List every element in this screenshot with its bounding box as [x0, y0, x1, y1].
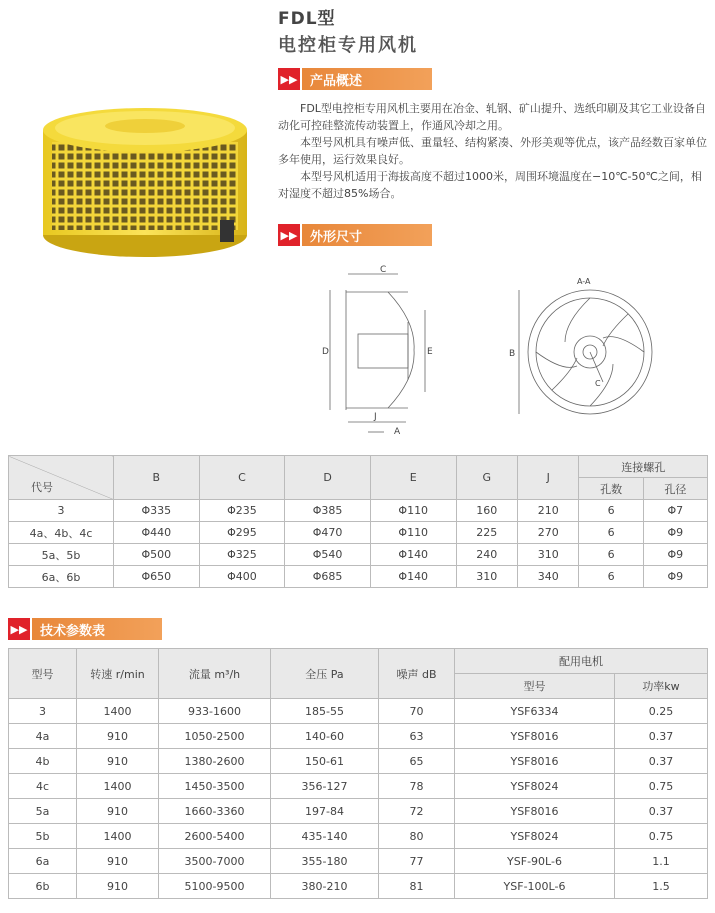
table-cell: YSF-100L-6 [455, 874, 615, 899]
table-row [9, 824, 708, 849]
bolt-group-header: 连接螺孔 [579, 456, 708, 478]
table-cell: 5b [9, 824, 77, 849]
table-row [9, 849, 708, 874]
table-cell: Φ140 [370, 544, 456, 566]
table-header-row [9, 649, 708, 674]
table-row [9, 699, 708, 724]
intro-paragraph-2: 本型号风机具有噪声低、重量轻、结构紧凑、外形美观等优点，该产品经数百家单位多年使用，运行效果良好。 [278, 136, 707, 166]
table-cell: 197-84 [271, 799, 379, 824]
table-cell: 1450-3500 [159, 774, 271, 799]
dim-label-d: D [322, 347, 329, 357]
table-cell: 0.37 [615, 724, 708, 749]
table-cell: 4a [9, 724, 77, 749]
table-cell: 0.75 [615, 774, 708, 799]
table-cell: 340 [518, 566, 579, 588]
dim-label-j: J [374, 412, 377, 422]
table-row [9, 799, 708, 824]
motor-group-header: 配用电机 [455, 649, 708, 674]
table-cell: 3 [9, 500, 114, 522]
table-cell: Φ9 [643, 544, 707, 566]
title-block [278, 4, 418, 57]
table-cell: 150-61 [271, 749, 379, 774]
table-cell: YSF8016 [455, 724, 615, 749]
table-cell: Φ470 [285, 522, 371, 544]
table-cell: 4c [9, 774, 77, 799]
table-cell: 63 [379, 724, 455, 749]
double-arrow-icon: ▶▶ [278, 68, 300, 90]
table-cell: 77 [379, 849, 455, 874]
section-overview [278, 68, 432, 90]
table-row [9, 724, 708, 749]
table-cell: 81 [379, 874, 455, 899]
section-overview-label: 产品概述 [302, 68, 432, 90]
table-row [9, 544, 708, 566]
table-cell: 910 [77, 874, 159, 899]
double-arrow-icon: ▶▶ [8, 618, 30, 640]
table-cell: 910 [77, 849, 159, 874]
section-label-aa: A-A [577, 277, 591, 286]
dim-label-c-front: C [595, 379, 601, 388]
table-cell: Φ650 [114, 566, 200, 588]
col-header-j: J [518, 456, 579, 500]
table-cell: 80 [379, 824, 455, 849]
table-cell: YSF8016 [455, 749, 615, 774]
table-cell: 6a、6b [9, 566, 114, 588]
side-view-drawing [318, 262, 448, 437]
table-cell: 6b [9, 874, 77, 899]
table-cell: 355-180 [271, 849, 379, 874]
table-cell: 0.37 [615, 749, 708, 774]
table-row [9, 874, 708, 899]
table-cell: YSF6334 [455, 699, 615, 724]
table-cell: 78 [379, 774, 455, 799]
section-tech-label: 技术参数表 [32, 618, 162, 640]
table-cell: 72 [379, 799, 455, 824]
table-cell: 1.1 [615, 849, 708, 874]
table-cell: YSF-90L-6 [455, 849, 615, 874]
table-cell: 910 [77, 749, 159, 774]
dimension-table [8, 455, 708, 588]
dim-label-e: E [427, 347, 433, 357]
table-cell: 310 [518, 544, 579, 566]
table-cell: 1400 [77, 699, 159, 724]
table-cell: 6 [579, 522, 643, 544]
table-cell: 160 [456, 500, 517, 522]
table-cell: 270 [518, 522, 579, 544]
col-header-e: E [370, 456, 456, 500]
table-cell: 6 [579, 500, 643, 522]
col-header-flow: 流量 m³/h [159, 649, 271, 699]
table-cell: 6a [9, 849, 77, 874]
intro-text [278, 100, 708, 202]
fan-product-image [30, 80, 260, 270]
table-cell: Φ110 [370, 522, 456, 544]
col-header-g: G [456, 456, 517, 500]
col-header-hole-diameter: 孔径 [643, 478, 707, 500]
table-cell: Φ7 [643, 500, 707, 522]
section-dimensions [278, 224, 432, 246]
col-header-model: 型号 [9, 649, 77, 699]
table-row [9, 500, 708, 522]
table-row [9, 749, 708, 774]
table-cell: 5a [9, 799, 77, 824]
intro-paragraph-3: 本型号风机适用于海拔高度不超过1000米，周围环境温度在−10℃-50℃之间，相对湿度不超过85%场合。 [278, 170, 702, 200]
table-cell: 435-140 [271, 824, 379, 849]
table-cell: Φ110 [370, 500, 456, 522]
table-cell: Φ335 [114, 500, 200, 522]
table-row [9, 522, 708, 544]
table-cell: 6 [579, 544, 643, 566]
table-row [9, 566, 708, 588]
table-cell: 310 [456, 566, 517, 588]
code-header-cell [9, 456, 114, 500]
table-cell: Φ295 [199, 522, 285, 544]
section-dimensions-label: 外形尺寸 [302, 224, 432, 246]
col-header-hole-count: 孔数 [579, 478, 643, 500]
code-header-label: 代号 [31, 481, 53, 494]
table-cell: Φ540 [285, 544, 371, 566]
table-cell: Φ235 [199, 500, 285, 522]
table-cell: 1400 [77, 824, 159, 849]
table-cell: 1050-2500 [159, 724, 271, 749]
col-header-c: C [199, 456, 285, 500]
table-cell: 5100-9500 [159, 874, 271, 899]
table-cell: 3 [9, 699, 77, 724]
table-cell: 933-1600 [159, 699, 271, 724]
col-header-d: D [285, 456, 371, 500]
table-cell: Φ685 [285, 566, 371, 588]
table-cell: 6 [579, 566, 643, 588]
table-cell: Φ325 [199, 544, 285, 566]
section-tech [8, 618, 162, 640]
double-arrow-icon: ▶▶ [278, 224, 300, 246]
table-cell: 0.75 [615, 824, 708, 849]
front-view-drawing [505, 272, 665, 432]
dim-label-a: A [394, 427, 401, 437]
table-cell: Φ140 [370, 566, 456, 588]
table-cell: 70 [379, 699, 455, 724]
col-header-power: 功率kw [615, 674, 708, 699]
table-cell: 240 [456, 544, 517, 566]
table-cell: YSF8016 [455, 799, 615, 824]
col-header-speed: 转速 r/min [77, 649, 159, 699]
table-cell: 2600-5400 [159, 824, 271, 849]
table-cell: 140-60 [271, 724, 379, 749]
table-cell: Φ385 [285, 500, 371, 522]
table-cell: Φ500 [114, 544, 200, 566]
table-cell: Φ9 [643, 566, 707, 588]
col-header-pressure: 全压 Pa [271, 649, 379, 699]
table-cell: YSF8024 [455, 824, 615, 849]
table-header-row [9, 456, 708, 478]
table-cell: Φ400 [199, 566, 285, 588]
tech-table [8, 648, 708, 899]
table-cell: 910 [77, 799, 159, 824]
table-cell: 356-127 [271, 774, 379, 799]
table-cell: Φ9 [643, 522, 707, 544]
page-title: 电控柜专用风机 [278, 35, 418, 56]
table-cell: 4b [9, 749, 77, 774]
table-cell: 3500-7000 [159, 849, 271, 874]
table-cell: 0.37 [615, 799, 708, 824]
dim-label-c: C [380, 265, 387, 275]
table-cell: Φ440 [114, 522, 200, 544]
table-cell: 5a、5b [9, 544, 114, 566]
model-title: FDL型 [278, 9, 336, 29]
table-cell: 185-55 [271, 699, 379, 724]
table-cell: 1.5 [615, 874, 708, 899]
table-cell: 1400 [77, 774, 159, 799]
table-cell: 210 [518, 500, 579, 522]
table-cell: YSF8024 [455, 774, 615, 799]
table-cell: 225 [456, 522, 517, 544]
table-row [9, 774, 708, 799]
intro-paragraph-1: FDL型电控柜专用风机主要用在冶金、轧钢、矿山提升、选纸印刷及其它工业设备自动化可控硅整流传动装置上，作通风冷却之用。 [278, 102, 706, 132]
table-cell: 380-210 [271, 874, 379, 899]
table-cell: 910 [77, 724, 159, 749]
col-header-motor-model: 型号 [455, 674, 615, 699]
col-header-noise: 噪声 dB [379, 649, 455, 699]
table-cell: 0.25 [615, 699, 708, 724]
table-cell: 4a、4b、4c [9, 522, 114, 544]
table-cell: 1380-2600 [159, 749, 271, 774]
col-header-b: B [114, 456, 200, 500]
dim-label-b: B [509, 349, 516, 359]
table-cell: 1660-3360 [159, 799, 271, 824]
table-cell: 65 [379, 749, 455, 774]
